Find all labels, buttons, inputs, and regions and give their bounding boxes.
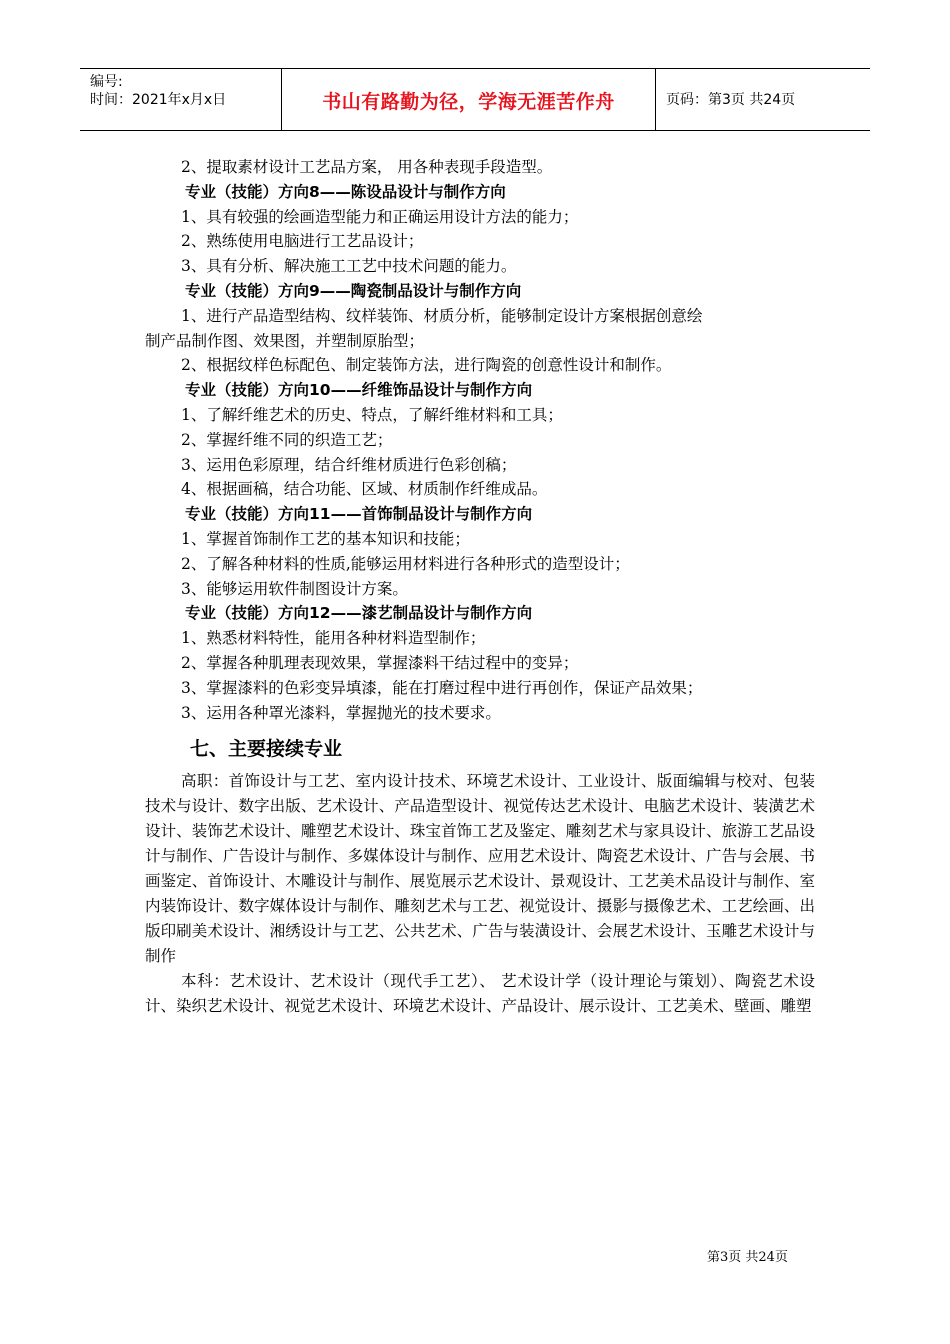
list-item: 3、具有分析、解决施工工艺中技术问题的能力。: [181, 257, 517, 276]
list-item: 4、根据画稿，结合功能、区域、材质制作纤维成品。: [181, 480, 548, 499]
list-item: 3、掌握漆料的色彩变异填漆，能在打磨过程中进行再创作，保证产品效果；: [181, 678, 703, 697]
direction-heading: 专业（技能）方向9——陶瓷制品设计与制作方向: [185, 281, 522, 300]
page-content: [145, 155, 815, 1019]
list-item: 1、进行产品造型结构、纹样装饰、材质分析，能够制定设计方案根据创意绘: [181, 306, 703, 325]
document-code-label: 编号:: [90, 74, 123, 90]
list-item: 2、根据纹样色标配色、制定装饰方法，进行陶瓷的创意性设计和制作。: [181, 356, 672, 375]
header-page-cell: [656, 69, 870, 130]
higher-vocational-paragraph: 高职：首饰设计与工艺、室内设计技术、环境艺术设计、工业设计、版面编辑与校对、包装技术与设计、数字出版、艺术设计、产品造型设计、视觉传达艺术设计、电脑艺术设计、装潢艺术设计、装饰艺术设计、雕塑艺术设计、珠宝首饰工艺及鉴定、雕刻艺术与家具设计、旅游工艺品设计与制作、广告设计与制作、多媒体设计与制作、应用艺术设计、陶瓷艺术设计、广告与会展、书画鉴定、首饰设计、木雕设计与制作、展览展示艺术设计、景观设计、工艺美术品设计与制作、室内装饰设计、数字媒体设计与制作、雕刻艺术与工艺、视觉设计、摄影与摄像艺术、工艺绘画、出版印刷美术设计、湘绣设计与工艺、公共艺术、广告与装潢设计、会展艺术设计、玉雕艺术设计与制作: [145, 772, 815, 966]
list-item: 2、提取素材设计工艺品方案， 用各种表现手段造型。: [181, 158, 553, 176]
list-item: 2、掌握各种肌理表现效果，掌握漆料干结过程中的变异；: [181, 653, 579, 672]
list-item: 1、掌握首饰制作工艺的基本知识和技能；: [181, 529, 470, 548]
list-item: 1、具有较强的绘画造型能力和正确运用设计方法的能力；: [181, 207, 579, 226]
list-item: 1、了解纤维艺术的历史、特点，了解纤维材料和工具；: [181, 405, 563, 424]
header-meta-cell: [80, 69, 282, 130]
page-header: [80, 68, 870, 131]
list-item: 3、运用色彩原理，结合纤维材质进行色彩创稿；: [181, 455, 517, 474]
list-item: 2、熟练使用电脑进行工艺品设计；: [181, 232, 424, 251]
header-page-number: 页码：第3页 共24页: [666, 92, 796, 108]
list-item: 3、运用各种罩光漆料，掌握抛光的技术要求。: [181, 703, 501, 722]
direction-heading: 专业（技能）方向12——漆艺制品设计与制作方向: [185, 604, 533, 623]
undergraduate-paragraph: 本科：艺术设计、艺术设计（现代手工艺）、 艺术设计学（设计理论与策划）、陶瓷艺术设计、染织艺术设计、视觉艺术设计、环境艺术设计、产品设计、展示设计、工艺美术、壁画、雕塑: [145, 972, 815, 1016]
section-title: 七、主要接续专业: [190, 738, 343, 761]
document-date: 时间：2021年x月x日: [90, 92, 227, 108]
header-motto: 书山有路勤为径，学海无涯苦作舟: [322, 91, 615, 113]
direction-heading: 专业（技能）方向10——纤维饰品设计与制作方向: [185, 381, 533, 400]
list-item: 3、能够运用软件制图设计方案。: [181, 579, 408, 598]
direction-heading: 专业（技能）方向8——陈设品设计与制作方向: [185, 182, 506, 201]
page-footer: 第3页 共24页: [707, 1250, 788, 1265]
list-item-continuation: 制产品制作图、效果图，并塑制原胎型；: [145, 331, 425, 350]
header-motto-cell: [282, 69, 656, 130]
list-item: 2、了解各种材料的性质,能够运用材料进行各种形式的造型设计；: [181, 554, 630, 573]
direction-heading: 专业（技能）方向11——首饰制品设计与制作方向: [185, 505, 533, 524]
list-item: 1、熟悉材料特性，能用各种材料造型制作；: [181, 629, 486, 648]
list-item: 2、掌握纤维不同的织造工艺；: [181, 430, 393, 449]
